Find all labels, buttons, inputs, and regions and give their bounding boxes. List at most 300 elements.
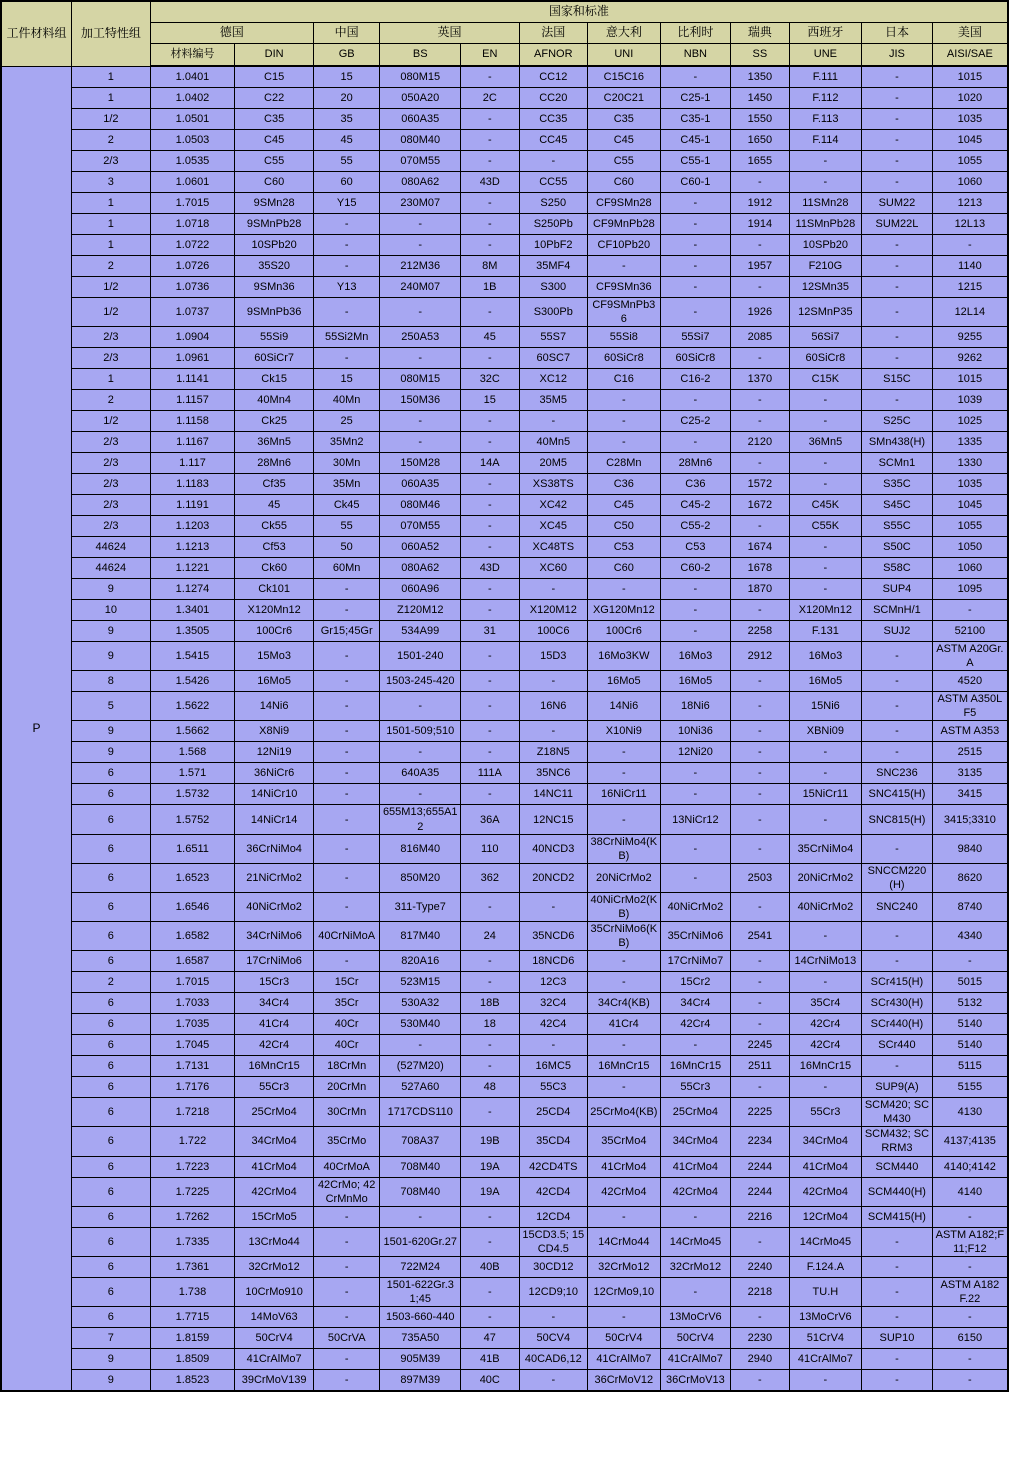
cell-ss: - [731, 805, 789, 834]
cell-aisi-sae: 1330 [932, 453, 1008, 474]
cell-aisi-sae: 4340 [932, 922, 1008, 951]
cell-material-number: 1.0401 [150, 66, 235, 88]
cell-une: 55Cr3 [789, 1098, 862, 1127]
cell-une: 15Ni6 [789, 692, 862, 721]
cell-ss: - [731, 972, 789, 993]
cell-aisi-sae: 4130 [932, 1098, 1008, 1127]
header-workpiece-material-group: 工件材料组 [1, 1, 72, 66]
cell-afnor: CC35 [519, 109, 588, 130]
cell-afnor: 35NC6 [519, 763, 588, 784]
cell-ss: 2503 [731, 863, 789, 892]
cell-ss: - [731, 742, 789, 763]
cell-bs: 060A35 [380, 474, 461, 495]
cell-machining-group: 5 [72, 692, 151, 721]
cell-ss: - [731, 892, 789, 921]
cell-gb: - [313, 951, 380, 972]
cell-uni: 32CrMo12 [588, 1256, 661, 1277]
cell-bs: - [380, 411, 461, 432]
cell-jis: SCr415(H) [862, 972, 933, 993]
cell-ss: 1912 [731, 193, 789, 214]
header-col-gb: GB [313, 44, 380, 67]
cell-material-number: 1.5622 [150, 692, 235, 721]
cell-din: 14NiCr10 [235, 784, 314, 805]
table-row [1, 558, 1008, 579]
cell-material-number: 1.7176 [150, 1077, 235, 1098]
header-col-aisi-sae: AISI/SAE [932, 44, 1008, 67]
cell-material-number: 1.0503 [150, 130, 235, 151]
cell-nbn: C45-2 [660, 495, 731, 516]
cell-nbn: 42CrMo4 [660, 1177, 731, 1206]
cell-material-number: 1.7335 [150, 1227, 235, 1256]
cell-en: 2C [461, 88, 519, 109]
cell-afnor: 35MF4 [519, 256, 588, 277]
header-col-uni: UNI [588, 44, 661, 67]
cell-jis: SNC815(H) [862, 805, 933, 834]
cell-ss: 1650 [731, 130, 789, 151]
cell-en: - [461, 151, 519, 172]
cell-uni: 14CrMo44 [588, 1227, 661, 1256]
cell-bs: 820A16 [380, 951, 461, 972]
cell-ss: 1450 [731, 88, 789, 109]
cell-une: 14CrNiMo13 [789, 951, 862, 972]
cell-uni: - [588, 1035, 661, 1056]
cell-din: 14NiCr14 [235, 805, 314, 834]
cell-din: Ck101 [235, 579, 314, 600]
cell-uni: - [588, 972, 661, 993]
cell-gb: - [313, 863, 380, 892]
table-row [1, 1307, 1008, 1328]
cell-uni: 12CrMo9,10 [588, 1277, 661, 1306]
cell-uni: CF10Pb20 [588, 235, 661, 256]
cell-ss: - [731, 390, 789, 411]
cell-material-number: 1.1213 [150, 537, 235, 558]
cell-ss: 1674 [731, 537, 789, 558]
cell-din: 16Mo5 [235, 671, 314, 692]
cell-machining-group: 9 [72, 1370, 151, 1392]
cell-bs: - [380, 432, 461, 453]
cell-en: 43D [461, 558, 519, 579]
cell-material-number: 1.1183 [150, 474, 235, 495]
cell-uni: - [588, 1307, 661, 1328]
cell-jis: - [862, 1056, 933, 1077]
cell-aisi-sae: 1025 [932, 411, 1008, 432]
cell-aisi-sae: 1020 [932, 88, 1008, 109]
cell-machining-group: 1 [72, 193, 151, 214]
cell-gb: 40Cr [313, 1014, 380, 1035]
cell-gb: 30CrMn [313, 1098, 380, 1127]
cell-material-number: 1.7225 [150, 1177, 235, 1206]
cell-uni: C35 [588, 109, 661, 130]
cell-en: 14A [461, 453, 519, 474]
cell-din: 40NiCrMo2 [235, 892, 314, 921]
cell-en: - [461, 411, 519, 432]
cell-nbn: C53 [660, 537, 731, 558]
cell-en: 19A [461, 1156, 519, 1177]
cell-afnor: - [519, 1035, 588, 1056]
cell-din: 34CrNiMo6 [235, 922, 314, 951]
cell-bs: 523M15 [380, 972, 461, 993]
cell-gb: 40CrMoA [313, 1156, 380, 1177]
cell-uni: - [588, 742, 661, 763]
cell-jis: SNC415(H) [862, 784, 933, 805]
cell-uni: 36CrMoV12 [588, 1370, 661, 1392]
cell-jis: - [862, 922, 933, 951]
cell-aisi-sae: 4137;4135 [932, 1127, 1008, 1156]
cell-machining-group: 1/2 [72, 298, 151, 327]
cell-din: X120Mn12 [235, 600, 314, 621]
cell-gb: - [313, 1206, 380, 1227]
cell-une: C15K [789, 369, 862, 390]
cell-gb: 40Mn [313, 390, 380, 411]
cell-une: 34CrMo4 [789, 1127, 862, 1156]
cell-nbn: - [660, 784, 731, 805]
cell-afnor: 20NCD2 [519, 863, 588, 892]
cell-uni: 35CrNiMo6(KB) [588, 922, 661, 951]
cell-machining-group: 6 [72, 1098, 151, 1127]
cell-aisi-sae: 1035 [932, 109, 1008, 130]
cell-nbn: C16-2 [660, 369, 731, 390]
cell-gb: - [313, 721, 380, 742]
cell-material-number: 1.0402 [150, 88, 235, 109]
cell-aisi-sae: ASTM A20Gr.A [932, 642, 1008, 671]
cell-en: 1B [461, 277, 519, 298]
cell-nbn: 16Mo5 [660, 671, 731, 692]
cell-material-number: 1.7033 [150, 993, 235, 1014]
cell-bs: (527M20) [380, 1056, 461, 1077]
cell-jis: - [862, 130, 933, 151]
cell-bs: 527A60 [380, 1077, 461, 1098]
cell-uni: C16 [588, 369, 661, 390]
cell-nbn: - [660, 432, 731, 453]
cell-uni: C36 [588, 474, 661, 495]
cell-en: - [461, 1307, 519, 1328]
cell-uni: C45 [588, 130, 661, 151]
cell-ss: 2258 [731, 621, 789, 642]
cell-ss: 2244 [731, 1177, 789, 1206]
cell-ss: - [731, 235, 789, 256]
cell-afnor: - [519, 892, 588, 921]
cell-ss: 1926 [731, 298, 789, 327]
cell-gb: - [313, 256, 380, 277]
table-row [1, 327, 1008, 348]
cell-une: - [789, 453, 862, 474]
cell-din: 42CrMo4 [235, 1177, 314, 1206]
cell-ss: 2244 [731, 1156, 789, 1177]
cell-gb: 15 [313, 66, 380, 88]
cell-nbn: - [660, 600, 731, 621]
cell-en: - [461, 1098, 519, 1127]
table-row [1, 411, 1008, 432]
cell-aisi-sae: - [932, 235, 1008, 256]
cell-aisi-sae: ASTM A353 [932, 721, 1008, 742]
cell-nbn: C36 [660, 474, 731, 495]
cell-une: 15NiCr11 [789, 784, 862, 805]
cell-nbn: - [660, 834, 731, 863]
cell-nbn: C55-2 [660, 516, 731, 537]
cell-jis: - [862, 88, 933, 109]
cell-ss: - [731, 600, 789, 621]
cell-jis: - [862, 834, 933, 863]
cell-ss: 1870 [731, 579, 789, 600]
cell-jis: SCM420; SCM430 [862, 1098, 933, 1127]
cell-gb: 35Mn2 [313, 432, 380, 453]
cell-aisi-sae: ASTM A182;F11;F12 [932, 1227, 1008, 1256]
cell-afnor: 15D3 [519, 642, 588, 671]
cell-nbn: - [660, 1206, 731, 1227]
cell-afnor: 12CD4 [519, 1206, 588, 1227]
table-row [1, 348, 1008, 369]
cell-bs: 1501-240 [380, 642, 461, 671]
header-standards-title: 国家和标准 [150, 1, 1008, 23]
cell-afnor: XC12 [519, 369, 588, 390]
cell-din: 41Cr4 [235, 1014, 314, 1035]
cell-ss: 2085 [731, 327, 789, 348]
cell-aisi-sae: 8740 [932, 892, 1008, 921]
cell-machining-group: 6 [72, 805, 151, 834]
cell-din: X8Ni9 [235, 721, 314, 742]
cell-afnor: 42CD4 [519, 1177, 588, 1206]
cell-afnor: CC20 [519, 88, 588, 109]
cell-machining-group: 1/2 [72, 109, 151, 130]
cell-aisi-sae: 5140 [932, 1014, 1008, 1035]
table-row [1, 993, 1008, 1014]
table-row [1, 863, 1008, 892]
cell-jis: - [862, 1277, 933, 1306]
cell-material-number: 1.738 [150, 1277, 235, 1306]
cell-gb: 60 [313, 172, 380, 193]
cell-din: 36NiCr6 [235, 763, 314, 784]
table-row [1, 1370, 1008, 1392]
cell-gb: - [313, 692, 380, 721]
cell-ss: - [731, 411, 789, 432]
cell-din: 13CrMo44 [235, 1227, 314, 1256]
cell-une: - [789, 805, 862, 834]
cell-material-number: 1.5732 [150, 784, 235, 805]
header-country-spain: 西班牙 [789, 23, 862, 44]
cell-material-number: 1.7015 [150, 972, 235, 993]
cell-une: 12CrMo4 [789, 1206, 862, 1227]
cell-aisi-sae: - [932, 1370, 1008, 1392]
cell-une: F.112 [789, 88, 862, 109]
cell-material-number: 1.7218 [150, 1098, 235, 1127]
cell-une: - [789, 558, 862, 579]
cell-gb: - [313, 1307, 380, 1328]
cell-gb: - [313, 600, 380, 621]
cell-aisi-sae: 4520 [932, 671, 1008, 692]
cell-gb: 55 [313, 516, 380, 537]
cell-une: TU.H [789, 1277, 862, 1306]
cell-nbn: C60-1 [660, 172, 731, 193]
cell-ss: 1370 [731, 369, 789, 390]
cell-machining-group: 44624 [72, 537, 151, 558]
cell-une: 13MoCrV6 [789, 1307, 862, 1328]
cell-aisi-sae: 3415;3310 [932, 805, 1008, 834]
cell-material-number: 1.7015 [150, 193, 235, 214]
cell-machining-group: 9 [72, 621, 151, 642]
cell-machining-group: 9 [72, 1349, 151, 1370]
header-col-afnor: AFNOR [519, 44, 588, 67]
cell-jis: - [862, 298, 933, 327]
cell-machining-group: 2 [72, 972, 151, 993]
cell-din: 41CrAlMo7 [235, 1349, 314, 1370]
cell-une: 12SMn35 [789, 277, 862, 298]
cell-material-number: 1.1274 [150, 579, 235, 600]
cell-jis: S25C [862, 411, 933, 432]
header-col-en: EN [461, 44, 519, 67]
cell-jis: - [862, 151, 933, 172]
cell-afnor: CC55 [519, 172, 588, 193]
cell-en: - [461, 537, 519, 558]
cell-afnor: S250Pb [519, 214, 588, 235]
cell-en: - [461, 1227, 519, 1256]
cell-nbn: - [660, 1277, 731, 1306]
cell-jis: S35C [862, 474, 933, 495]
cell-uni: - [588, 763, 661, 784]
cell-material-number: 1.5415 [150, 642, 235, 671]
cell-gb: 15 [313, 369, 380, 390]
cell-gb: 20CrMn [313, 1077, 380, 1098]
cell-uni: C20C21 [588, 88, 661, 109]
cell-une: 42Cr4 [789, 1014, 862, 1035]
cell-din: 41CrMo4 [235, 1156, 314, 1177]
cell-nbn: - [660, 863, 731, 892]
cell-machining-group: 8 [72, 671, 151, 692]
cell-din: 25CrMo4 [235, 1098, 314, 1127]
cell-machining-group: 1 [72, 88, 151, 109]
cell-une: F210G [789, 256, 862, 277]
cell-bs: 311-Type7 [380, 892, 461, 921]
cell-material-number: 1.0501 [150, 109, 235, 130]
cell-jis: SCM440(H) [862, 1177, 933, 1206]
header-country-usa: 美国 [932, 23, 1008, 44]
cell-aisi-sae: 1060 [932, 558, 1008, 579]
cell-machining-group: 6 [72, 1035, 151, 1056]
cell-une: - [789, 922, 862, 951]
cell-gb: 35Mn [313, 474, 380, 495]
cell-uni: - [588, 256, 661, 277]
cell-gb: - [313, 298, 380, 327]
cell-en: 43D [461, 172, 519, 193]
cell-aisi-sae: 1035 [932, 474, 1008, 495]
cell-en: - [461, 432, 519, 453]
cell-nbn: 60SiCr8 [660, 348, 731, 369]
table-row [1, 1256, 1008, 1277]
cell-bs: 850M20 [380, 863, 461, 892]
cell-material-number: 1.117 [150, 453, 235, 474]
cell-nbn: - [660, 390, 731, 411]
cell-aisi-sae: ASTM A350LF5 [932, 692, 1008, 721]
cell-afnor: XC48TS [519, 537, 588, 558]
cell-din: C45 [235, 130, 314, 151]
cell-uni: C55 [588, 151, 661, 172]
cell-material-number: 1.7223 [150, 1156, 235, 1177]
cell-machining-group: 6 [72, 951, 151, 972]
cell-gb: 35CrMo [313, 1127, 380, 1156]
cell-nbn: 50CrV4 [660, 1328, 731, 1349]
cell-afnor: 60SC7 [519, 348, 588, 369]
cell-jis: SUM22 [862, 193, 933, 214]
cell-une: 35Cr4 [789, 993, 862, 1014]
cell-bs: - [380, 298, 461, 327]
cell-aisi-sae: 1055 [932, 151, 1008, 172]
cell-ss: - [731, 692, 789, 721]
cell-material-number: 1.3505 [150, 621, 235, 642]
cell-material-number: 1.7715 [150, 1307, 235, 1328]
cell-machining-group: 9 [72, 742, 151, 763]
header-col-nbn: NBN [660, 44, 731, 67]
cell-aisi-sae: - [932, 1206, 1008, 1227]
cell-une: 56Si7 [789, 327, 862, 348]
table-row [1, 193, 1008, 214]
cell-afnor: - [519, 151, 588, 172]
cell-afnor: - [519, 1307, 588, 1328]
cell-jis: - [862, 1370, 933, 1392]
cell-machining-group: 1 [72, 235, 151, 256]
cell-gb: 55Si2Mn [313, 327, 380, 348]
cell-gb: 25 [313, 411, 380, 432]
cell-material-number: 1.8159 [150, 1328, 235, 1349]
header-col-din: DIN [235, 44, 314, 67]
cell-uni: C50 [588, 516, 661, 537]
cell-aisi-sae: 1015 [932, 369, 1008, 390]
cell-en: 47 [461, 1328, 519, 1349]
cell-en: - [461, 951, 519, 972]
table-row [1, 453, 1008, 474]
cell-uni: - [588, 1206, 661, 1227]
cell-jis: - [862, 348, 933, 369]
cell-en: - [461, 235, 519, 256]
table-row [1, 369, 1008, 390]
cell-din: 9SMnPb36 [235, 298, 314, 327]
cell-machining-group: 2/3 [72, 474, 151, 495]
cell-ss: 2541 [731, 922, 789, 951]
cell-nbn: C55-1 [660, 151, 731, 172]
cell-machining-group: 2 [72, 256, 151, 277]
cell-uni: 50CrV4 [588, 1328, 661, 1349]
cell-aisi-sae: 9255 [932, 327, 1008, 348]
cell-nbn: - [660, 1035, 731, 1056]
cell-aisi-sae: 1015 [932, 66, 1008, 88]
table-row [1, 1277, 1008, 1306]
cell-aisi-sae: 5155 [932, 1077, 1008, 1098]
cell-machining-group: 9 [72, 642, 151, 671]
cell-ss: - [731, 1307, 789, 1328]
cell-gb: 15Cr [313, 972, 380, 993]
cell-bs: 080M15 [380, 369, 461, 390]
cell-gb: 55 [313, 151, 380, 172]
header-machining-characteristic-group: 加工特性组 [72, 1, 151, 66]
cell-uni: C60 [588, 172, 661, 193]
cell-bs: 1501-622Gr.31;45 [380, 1277, 461, 1306]
cell-afnor: 55S7 [519, 327, 588, 348]
cell-jis: S55C [862, 516, 933, 537]
cell-ss: - [731, 721, 789, 742]
cell-ss: 2245 [731, 1035, 789, 1056]
cell-din: 55Si9 [235, 327, 314, 348]
cell-nbn: - [660, 763, 731, 784]
cell-din: C60 [235, 172, 314, 193]
cell-machining-group: 6 [72, 834, 151, 863]
cell-machining-group: 1 [72, 214, 151, 235]
cell-nbn: - [660, 277, 731, 298]
table-row [1, 109, 1008, 130]
cell-gb: 18CrMn [313, 1056, 380, 1077]
cell-ss: - [731, 763, 789, 784]
cell-uni: 40NiCrMo2(KB) [588, 892, 661, 921]
cell-gb: 35 [313, 109, 380, 130]
table-row [1, 951, 1008, 972]
cell-afnor: 40CAD6,12 [519, 1349, 588, 1370]
